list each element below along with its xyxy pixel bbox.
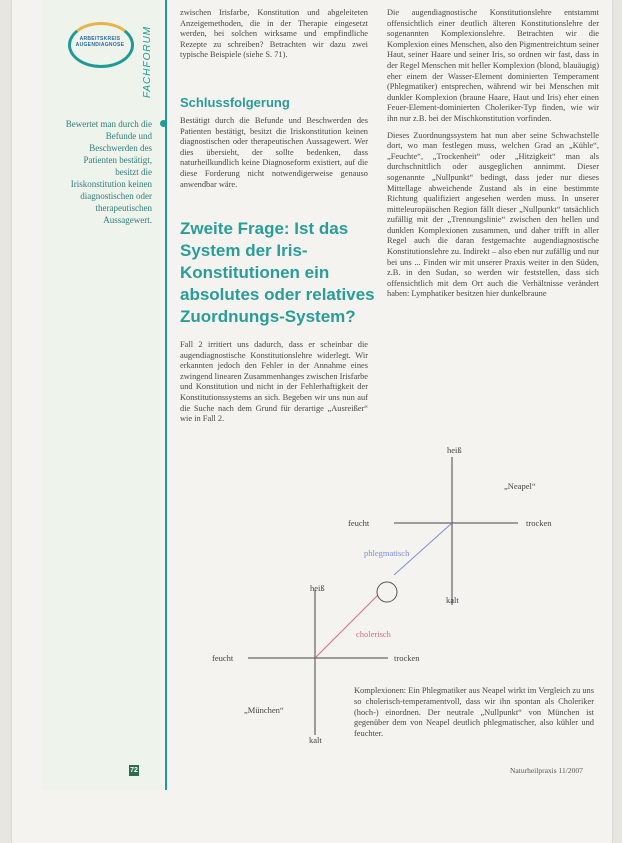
diagram-caption: Komplexionen: Ein Phlegmatiker aus Neapel wirkt im Vergleich zu uns so cholerisch-temperamentvoll, dass wir ihn spontan als Choleriker (hoch-) einordnen. Der neutrale „Nullpunkt“ von München ist gegenüber dem von Neapel deutlich phlegmatischer, also kühler und feuchter.: [354, 686, 594, 739]
footer-text: Naturheilpraxis 11/2007: [510, 766, 583, 775]
lower-bottom-label: kalt: [309, 735, 322, 745]
publisher-logo: [64, 22, 136, 68]
choleric-label: cholerisch: [356, 629, 391, 639]
paragraph: Dieses Zuordnungssystem hat nun aber seine Schwachstelle dort, wo man festlegen muss, welchen Grad an „Kühle“, „Feuchte“, „Trockenheit“ oder „Hitzigkeit“ man als durchschnittlich oder ausgeglichen annimmt. Dieser sogenannte „Nullpunkt“ bedingt, dass jeder nur dieses Mittellage abweichende Zustand als in eine bestimmte Richtung qualifiziert angesehen werden muss. In unserer mitteleuropäischen Region fällt dieser „Nullpunkt“ tatsächlich zufällig mit der „Trennungslinie“ zwischen den hellen und dunklen Komplexionen zusammen, und daher trifft in aller Regel auch die daran festgemachte augendiagnostische Konstitutionslehre zu. Indirekt – also eben nur zufällig und nur bei uns ... Finden wir mit unserer Praxis weiter in den Süden, z.B. in den Sudan, so werden wir feststellen, dass sich offensichtlich mit dem Ort auch die Verhältnisse verändert haben: Lymphatiker besitzen hier dunkelbraune: [387, 130, 599, 299]
smiley-icon: [377, 582, 397, 602]
left-column-conclusion: [180, 116, 368, 196]
left-column-top: [180, 8, 368, 67]
main-heading: Zweite Frage: Ist das System der Iris-Konstitutionen ein absolutes oder relatives Zuordnungs-System?: [180, 219, 375, 326]
lower-left-label: feucht: [212, 653, 234, 663]
paragraph: Bestätigt durch die Befunde und Beschwerden des Patienten bestätigt, besitzt die Iriskonstitution keinen diagnostischen oder therapeutischen Aussagewert. Wer dies übersieht, der sollte bedenken, dass naturheilkundlich keine Diagnoseform existiert, auf die diese Forderung nicht notwendigerweise genauso anwendbar wäre.: [180, 116, 368, 189]
lower-right-label: trocken: [394, 653, 420, 663]
section-label: FACHFORUM: [142, 25, 153, 98]
upper-bottom-label: kalt: [446, 595, 459, 605]
sidebar-quote: Bewertet man durch die Befunde und Beschwerden des Patienten bestätigt, besitzt die Iriskonstitution keinen diagnostischen oder therapeutischen Aussagewert.: [65, 119, 152, 225]
choleric-arrow: [315, 595, 378, 658]
lower-quadrant-label: „München“: [244, 705, 284, 715]
phlegmatic-label: phlegmatisch: [364, 548, 410, 558]
logo-line1: ARBEITSKREIS: [79, 36, 121, 42]
paragraph: zwischen Irisfarbe, Konstitution und abgeleiteten Anzeigemethoden, die in der Therapie eingesetzt werden, bei solchen wirksame und empfindliche Rezepte zu schreiben? Betrachten wir dazu zwei typische Beispiele (siehe S. 71).: [180, 8, 368, 60]
divider-line: [165, 0, 167, 790]
paragraph: Die augendiagnostische Konstitutionslehre entstammt offensichtlich einer deutlich älteren Konstitutionslehre der sogenannten Komplexionslehre. Betrachten wir die Komplexion eines Menschen, also den Pigmentreichtum seiner Haut, seiner Haare und seiner Iris, so ordnen wir fast, dass in der Regel Menschen mit heller Komplexion (blond, blauäugig) eher einem der Wasser-Element dominierten Temperament (Phlegmatiker) entsprechen, während wir bei Menschen mit dunkler Komplexion (braune Haare, Haut und Iris) eher einen Feuer-Element-dominierten Choleriker-Typ finden, wie wir ihn nur z.B. bei der Mischkonstitution vorfinden.: [387, 8, 599, 123]
upper-left-label: feucht: [348, 518, 370, 528]
upper-top-label: heiß: [447, 445, 462, 455]
logo-line2: AUGENDIAGNOSE: [75, 42, 125, 48]
paragraph: Fall 2 irritiert uns dadurch, dass er scheinbar die augendiagnostische Konstitutionslehre widerlegt. Wir erkannten jedoch den Fehler in der Annahme eines zwingend linearen Zusammenhanges zwischen Irisfarbe und Konstitution und nicht in der Fehlerhaftigkeit der Konstitutionssystems an sich. Begeben wir uns nun auf die Suche nach dem Grund für derartige „Ausreißer“ wie in Fall 2.: [180, 340, 368, 424]
page-number: 72: [130, 767, 138, 774]
page: [12, 0, 612, 843]
upper-right-label: trocken: [526, 518, 552, 528]
lower-top-label: heiß: [310, 583, 325, 593]
right-column: [387, 8, 599, 306]
upper-quadrant-label: „Neapel“: [504, 481, 536, 491]
left-column-bottom: [180, 340, 368, 431]
bullet-dot-icon: [160, 120, 167, 127]
subheading: Schlussfolgerung: [180, 95, 290, 110]
